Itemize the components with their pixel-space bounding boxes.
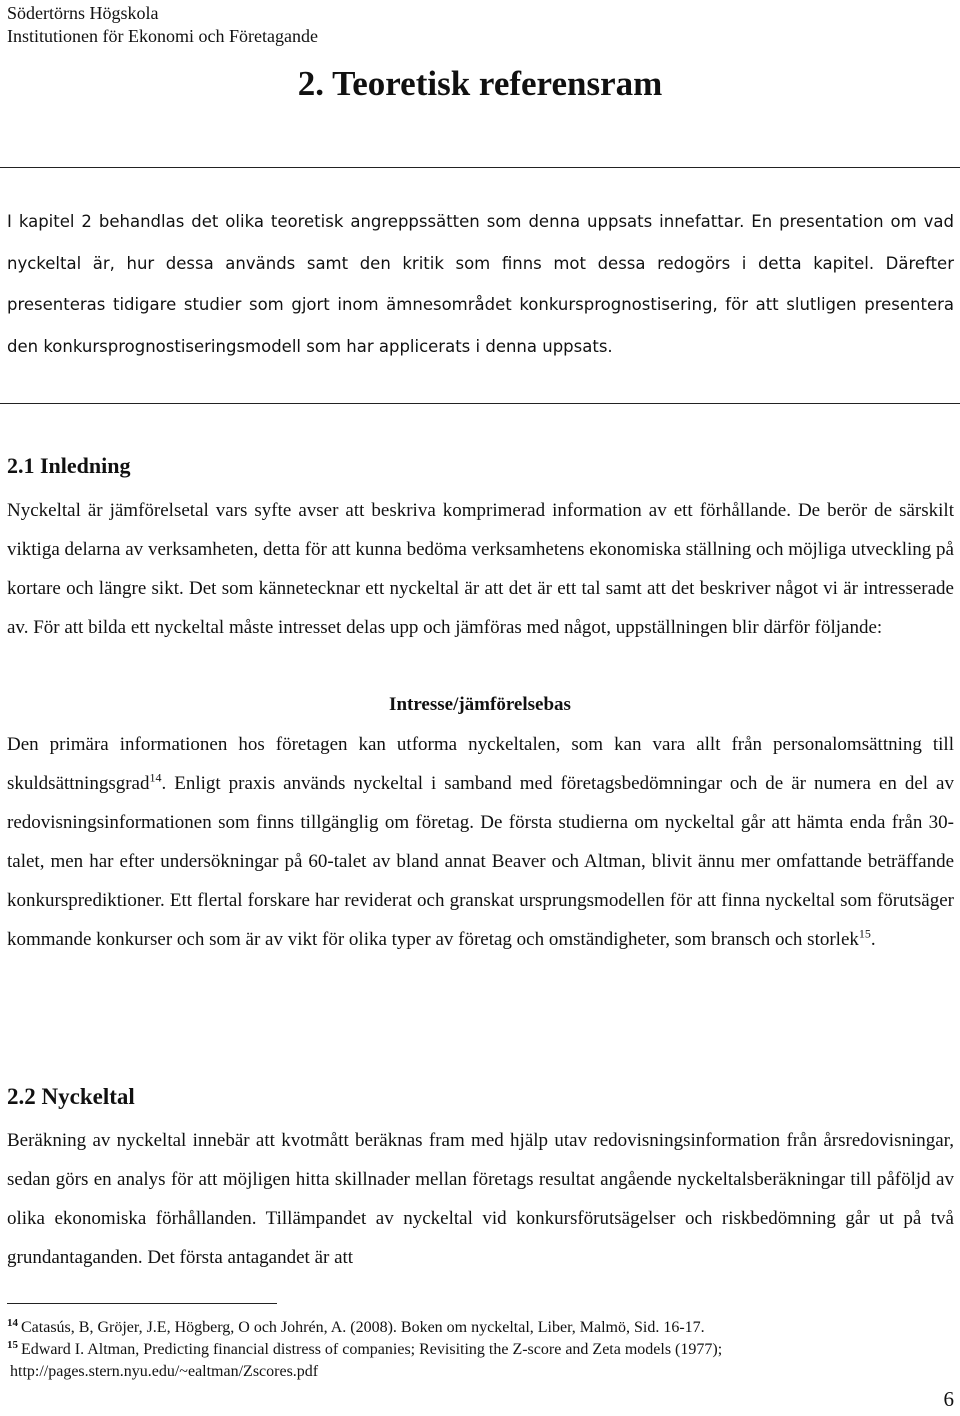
section1-paragraph1: Nyckeltal är jämförelsetal vars syfte avser att beskriva komprimerad information av ett förhållande. De berör de särskilt viktiga delarna av verksamheten, detta för att kunna bedöma verksamhetens ekonomiska ställning och möjliga utveckling på kortare och längre sikt. Det som kännetecknar ett nyckeltal är att det är ett tal samt att det beskriver något vi är intresserade av. För att bilda ett nyckeltal måste intresset delas upp och jämföras med något, uppställningen blir därför följande:: [7, 500, 954, 638]
section-heading-inledning: 2.1 Inledning: [7, 453, 131, 478]
footnote-ref-14[interactable]: 14: [149, 770, 162, 785]
paragraph2-part-c: .: [870, 929, 876, 950]
section1-paragraph2: [7, 725, 954, 959]
divider-bottom: [0, 403, 960, 404]
paragraph2-part-b: . Enligt praxis används nyckeltal i samband med företagsbedömningar och de är numera en del av redovisningsinformationen som finns tillgänglig om företag. De första studierna om nyckeltal går att hämta enda från 30-talet, men har efter undersökningar på 60-talet av bland annat Beaver och Altman, blivit ännu mer omfattande beträffande konkursprediktioner. Ett flertal forskare har reviderat och granskat ursprungsmodellen för att finna nyckeltal som förutsäger kommande konkurser och som är av vikt för olika typer av företag och omständigheter, som bransch och storlek: [7, 773, 954, 950]
footnote-text: Catasús, B, Gröjer, J.E, Högberg, O och Johrén, A. (2008). Boken om nyckeltal, Liber, Malmö, Sid. 16-17.: [21, 1319, 705, 1336]
section2-paragraph1: Beräkning av nyckeltal innebär att kvotmått beräknas fram med hjälp utav redovisningsinformation från årsredovisningar, sedan görs en analys för att möjligen hitta skillnader mellan företags resultat angående nyckeltalsberäkningar till påföljd av olika ekonomiska förhållanden. Tillämpandet av nyckeltal vid konkursförutsägelser och riskbedömning går ut på två grundantaganden. Det första antagandet är att: [7, 1130, 954, 1268]
footnote-number: 14: [7, 1316, 18, 1329]
footnote-number: 15: [7, 1338, 18, 1351]
footnote-14: [7, 1318, 705, 1338]
header-institution: Södertörns Högskola: [7, 3, 159, 23]
footnote-text: Edward I. Altman, Predicting financial distress of companies; Revisiting the Z-score and Zeta models (1977);: [21, 1341, 723, 1358]
paragraph2-part-a: Den primära informationen hos företagen kan utforma nyckeltalen, som kan vara allt från personalomsättning till skuldsättningsgrad: [7, 734, 954, 794]
footnote-15-url[interactable]: http://pages.stern.nyu.edu/~ealtman/Zscores.pdf: [10, 1363, 319, 1380]
section-heading-nyckeltal: 2.2 Nyckeltal: [7, 1084, 135, 1109]
header-department: Institutionen för Ekonomi och Företagande: [7, 26, 318, 46]
footnote-15: [7, 1340, 722, 1360]
chapter-title: 2. Teoretisk referensram: [297, 64, 663, 103]
page-number: 6: [943, 1387, 954, 1411]
divider-top: [0, 167, 960, 168]
footnote-ref-15[interactable]: 15: [858, 926, 871, 941]
footnote-divider: [7, 1303, 277, 1304]
formula-ratio: Intresse/jämförelsebas: [389, 694, 571, 715]
intro-paragraph: I kapitel 2 behandlas det olika teoretisk angreppssätten som denna uppsats innefattar. En presentation om vad nyckeltal är, hur dessa används samt den kritik som finns mot dessa redogörs i detta kapitel. Därefter presenteras tidigare studier som gjort inom ämnesområdet konkursprognostisering, för att slutligen presentera den konkursprognostiseringsmodell som har applicerats i denna uppsats.: [7, 212, 954, 356]
